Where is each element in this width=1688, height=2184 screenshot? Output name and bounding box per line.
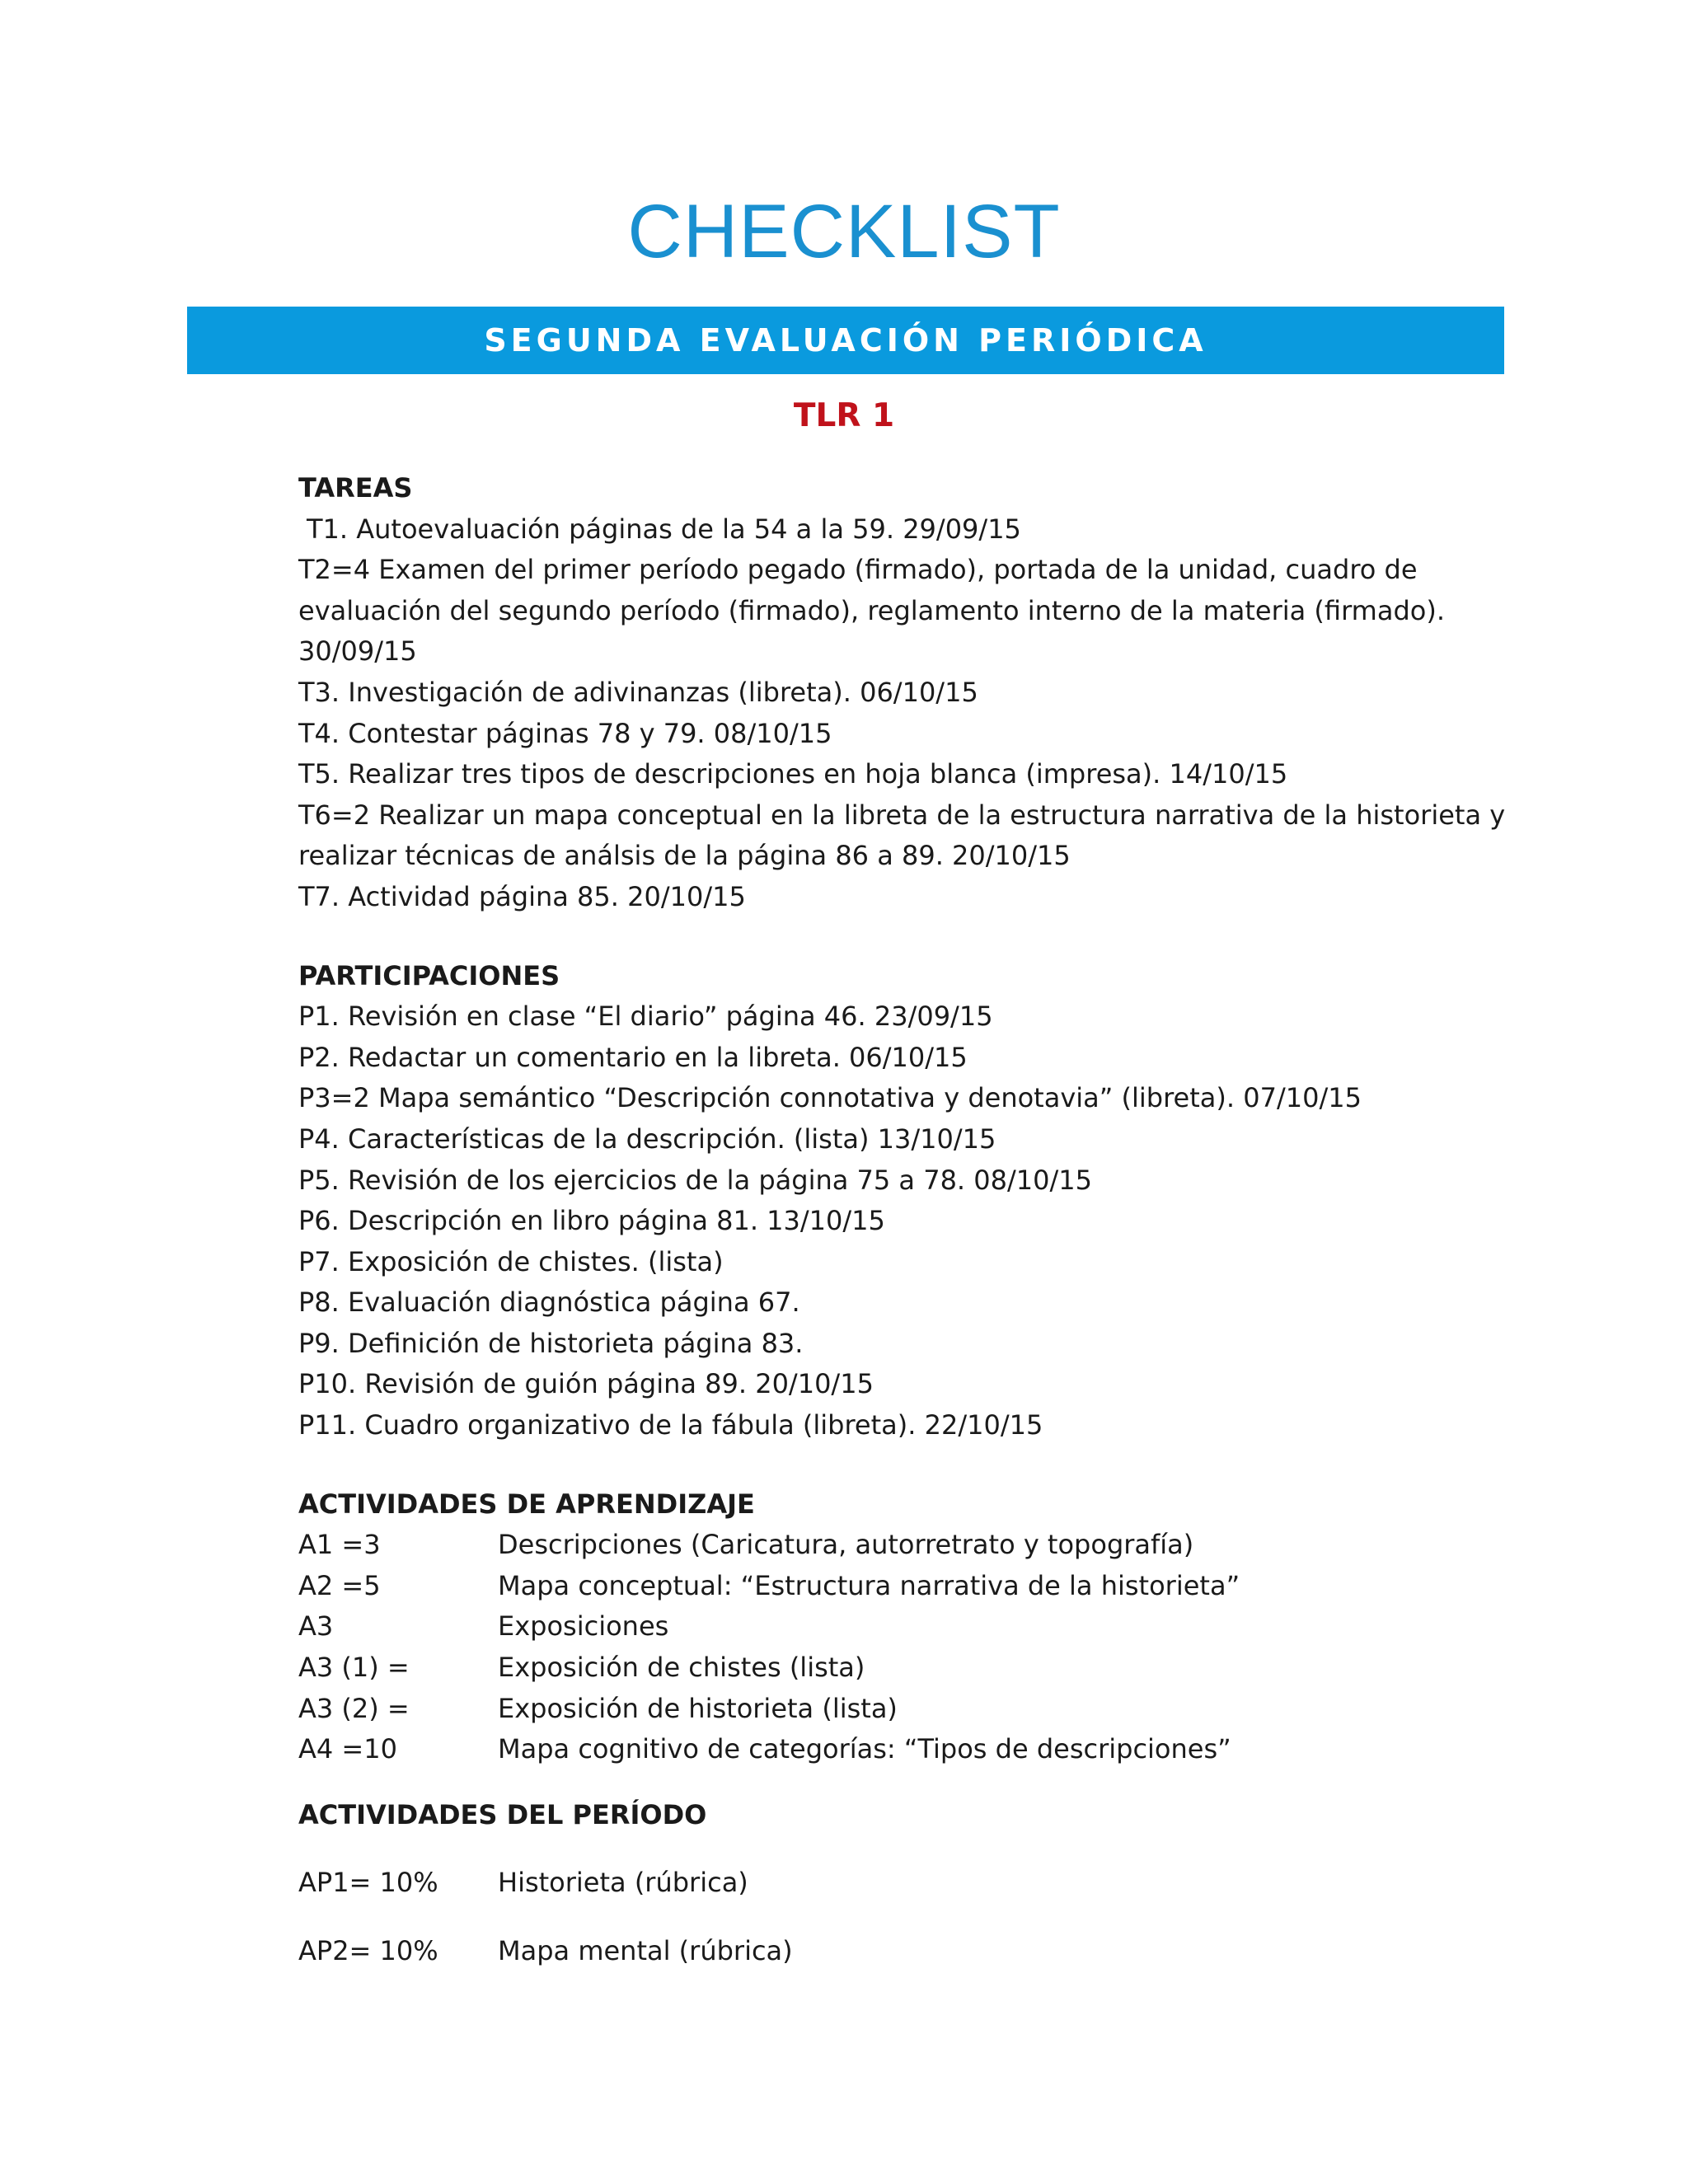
actividad-row (298, 1647, 1518, 1689)
section-gap (298, 918, 1518, 956)
actividad-code: A4 =10 (298, 1733, 397, 1765)
actividad-row (298, 1525, 1518, 1566)
actividades-aprendizaje-heading: ACTIVIDADES DE APRENDIZAJE (298, 1488, 755, 1520)
actividad-desc: Mapa conceptual: “Estructura narrativa de la historieta” (498, 1569, 1240, 1601)
participacion-item: P2. Redactar un comentario en la libreta. 06/10/15 (298, 1041, 968, 1073)
section-banner (187, 307, 1504, 374)
periodo-code: AP1= 10% (298, 1867, 438, 1899)
actividad-desc: Exposiciones (498, 1610, 669, 1643)
participacion-item: P8. Evaluación diagnóstica página 67. (298, 1286, 800, 1319)
tarea-item: T5. Realizar tres tipos de descripciones en hoja blanca (impresa). 14/10/15 (298, 758, 1288, 790)
tarea-item: T2=4 Examen del primer período pegado (firmado), portada de la unidad, cuadro de evaluación del segundo período (firmado), reglamento interno de la materia (firmado). 30/09/15 (298, 554, 1445, 668)
actividad-code: A3 (2) = (298, 1692, 410, 1724)
tarea-item: T7. Actividad página 85. 20/10/15 (298, 880, 746, 912)
page-title: CHECKLIST (627, 190, 1061, 274)
actividad-desc: Descripciones (Caricatura, autorretrato y topografía) (498, 1529, 1194, 1561)
participacion-item: P4. Características de la descripción. (lista) 13/10/15 (298, 1122, 996, 1155)
checklist-content (298, 468, 1518, 1972)
participacion-item: P7. Exposición de chistes. (lista) (298, 1245, 724, 1277)
actividad-row (298, 1689, 1518, 1730)
participacion-item: P6. Descripción en libro página 81. 13/10/15 (298, 1205, 885, 1237)
actividad-row (298, 1606, 1518, 1647)
periodo-desc: Mapa mental (rúbrica) (498, 1935, 793, 1966)
participacion-item: P3=2 Mapa semántico “Descripción connotativa y denotavia” (libreta). 07/10/15 (298, 1082, 1362, 1114)
participacion-item: P1. Revisión en clase “El diario” página 46. 23/09/15 (298, 1001, 993, 1033)
subject-subtitle: TLR 1 (793, 397, 895, 434)
participaciones-heading: PARTICIPACIONES (298, 959, 560, 991)
tareas-heading: TAREAS (298, 472, 413, 504)
actividad-desc: Exposición de historieta (lista) (498, 1692, 898, 1724)
section-gap (298, 1446, 1518, 1484)
tarea-item: T3. Investigación de adivinanzas (libreta). 06/10/15 (298, 676, 978, 708)
actividad-desc: Mapa cognitivo de categorías: “Tipos de descripciones” (498, 1733, 1231, 1765)
actividades-periodo-heading: ACTIVIDADES DEL PERÍODO (298, 1798, 707, 1830)
section-gap (298, 1770, 1518, 1795)
periodo-code: AP2= 10% (298, 1935, 438, 1966)
tarea-item: T6=2 Realizar un mapa conceptual en la libreta de la estructura narrativa de la historieta y realizar técnicas de análsis de la página 86 a 89. 20/10/15 (298, 799, 1506, 872)
actividad-desc: Exposición de chistes (lista) (498, 1652, 865, 1684)
actividad-code: A2 =5 (298, 1569, 381, 1601)
actividad-row (298, 1566, 1518, 1607)
participacion-item: P9. Definición de historieta página 83. (298, 1327, 804, 1359)
periodo-row (298, 1931, 1518, 1972)
participacion-item: P5. Revisión de los ejercicios de la página 75 a 78. 08/10/15 (298, 1164, 1092, 1196)
periodo-desc: Historieta (rúbrica) (498, 1867, 748, 1899)
actividad-row (298, 1729, 1518, 1770)
actividad-code: A1 =3 (298, 1529, 381, 1561)
participacion-item: P10. Revisión de guión página 89. 20/10/15 (298, 1368, 874, 1400)
actividad-code: A3 (298, 1610, 334, 1643)
actividad-code: A3 (1) = (298, 1652, 410, 1684)
periodo-row (298, 1863, 1518, 1904)
tarea-item: T1. Autoevaluación páginas de la 54 a la 59. 29/09/15 (307, 513, 1021, 545)
participacion-item: P11. Cuadro organizativo de la fábula (libreta). 22/10/15 (298, 1409, 1043, 1441)
banner-text: SEGUNDA EVALUACIÓN PERIÓDICA (484, 322, 1207, 359)
tarea-item: T4. Contestar páginas 78 y 79. 08/10/15 (298, 717, 832, 749)
